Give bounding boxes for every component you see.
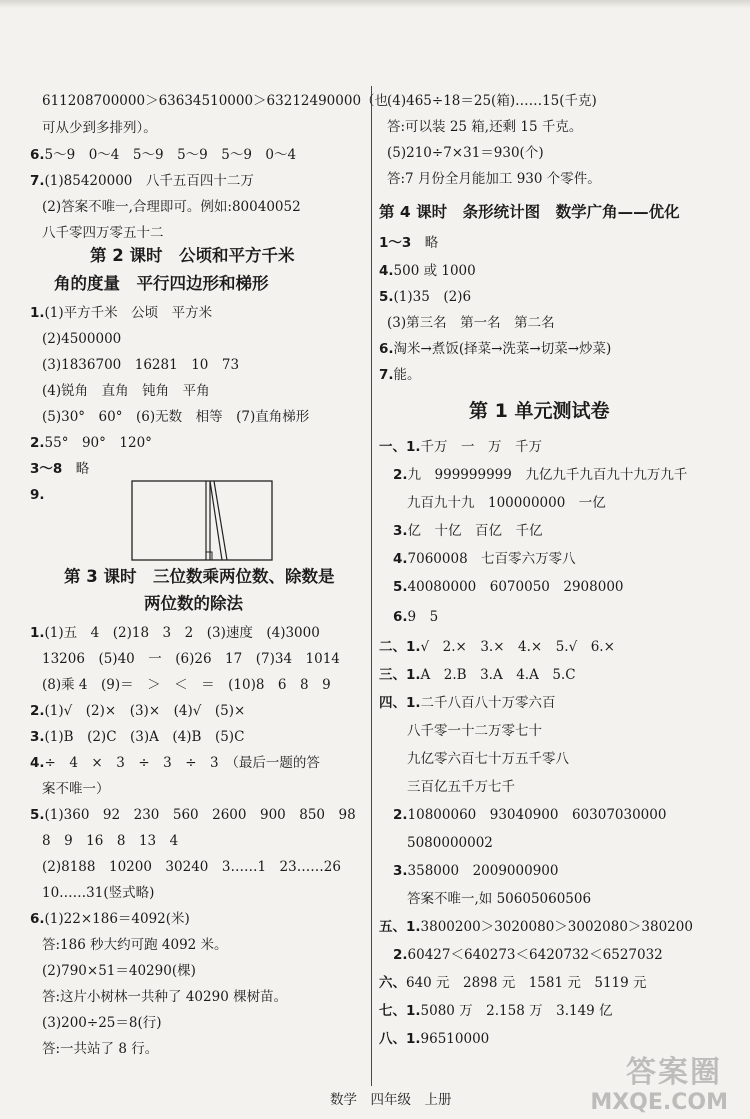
- section-heading: 第 3 课时 三位数乘两位数、除数是: [64, 567, 335, 586]
- answer-text: 亿 十亿 百亿 千亿: [407, 523, 543, 539]
- answer-text: 5080 万 2.158 万 3.149 亿: [420, 1003, 613, 1019]
- unit-test-heading: 第 1 单元测试卷: [469, 400, 610, 422]
- answer-line: [30, 728, 244, 746]
- section-heading: 两位数的除法: [144, 594, 243, 613]
- answer-line: [30, 702, 245, 720]
- answer-text: 3800200＞3020080＞3002080＞380200: [420, 919, 693, 935]
- answer-line: [30, 624, 320, 642]
- answer-line: 可从少到多排列）。: [42, 120, 157, 136]
- item-number: 五、1.: [379, 919, 421, 935]
- item-number: 7.: [379, 367, 394, 383]
- watermark-logo: 答案圈: [626, 1055, 722, 1090]
- answer-line: [379, 694, 556, 712]
- answer-line: [379, 262, 476, 280]
- answer-line: (5)30° 60° (6)无数 相等 (7)直角梯形: [42, 409, 310, 425]
- item-number: 6.: [30, 147, 45, 163]
- answer-text: 40080000 6070050 2908000: [407, 579, 624, 595]
- answer-line: [30, 486, 45, 504]
- item-number: 3.: [393, 523, 408, 539]
- item-number: 七、1.: [379, 1003, 421, 1019]
- answer-text: (1)22×186＝4092(米): [44, 911, 190, 927]
- answer-line: 案不唯一）: [42, 781, 110, 797]
- answer-line: [393, 466, 687, 484]
- answer-line: 8 9 16 8 13 4: [42, 833, 179, 849]
- item-number: 八、1.: [379, 1031, 421, 1047]
- item-number: 4.: [379, 263, 394, 279]
- answer-text: 10800060 93040900 60307030000: [407, 807, 667, 823]
- answer-line: 八千零一十二万零七十: [407, 723, 542, 739]
- answer-line: (2)790×51＝40290(棵): [42, 963, 196, 979]
- answer-line: [393, 578, 624, 596]
- item-number: 六、: [379, 975, 406, 991]
- answer-text: 淘米→煮饭(择菜→洗菜→切菜→炒菜): [393, 341, 612, 357]
- answer-text: (1)85420000 八千五百四十二万: [44, 173, 254, 189]
- item-number: 四、1.: [379, 695, 421, 711]
- answer-line: (3)1836700 16281 10 73: [42, 357, 240, 373]
- answer-line: 5080000002: [407, 835, 493, 851]
- answer-line: [379, 366, 421, 384]
- answer-text: 96510000: [420, 1031, 490, 1047]
- answer-line: [30, 910, 190, 928]
- answer-line: 答案不唯一,如 50605060506: [407, 891, 592, 907]
- answer-line: 答:一共站了 8 行。: [42, 1041, 159, 1057]
- answer-line: 八千零四万零五十二: [42, 225, 164, 241]
- item-number: 2.: [393, 947, 408, 963]
- answer-line: [379, 438, 542, 456]
- answer-line: [379, 1030, 489, 1048]
- answer-text: 55° 90° 120°: [44, 435, 152, 451]
- item-number: 二、1.: [379, 639, 421, 655]
- item-number: 5.: [30, 807, 45, 823]
- answer-line: [379, 918, 693, 936]
- answer-line: [379, 288, 471, 306]
- answer-line: 答:这片小树林一共种了 40290 棵树苗。: [42, 989, 288, 1005]
- answer-text: 9 5: [407, 609, 439, 625]
- answer-line: [393, 550, 576, 568]
- section-heading: 第 4 课时 条形统计图 数学广角——优化: [379, 203, 680, 221]
- answer-text: (1)360 92 230 560 2600 900 850 98: [44, 807, 356, 823]
- item-number: 2.: [393, 807, 408, 823]
- item-number: 6.: [379, 341, 394, 357]
- answer-text: (1)35 (2)6: [393, 289, 472, 305]
- item-number: 6.: [393, 609, 408, 625]
- answer-line: (4)锐角 直角 钝角 平角: [42, 383, 210, 399]
- answer-text: (1)平方千米 公顷 平方米: [44, 305, 213, 321]
- answer-line: 九百九十九 100000000 一亿: [407, 495, 606, 511]
- answer-text: 640 元 2898 元 1581 元 5119 元: [406, 975, 647, 991]
- answer-line: (2)4500000: [42, 331, 122, 347]
- section-heading: 第 2 课时 公顷和平方千米: [90, 246, 295, 265]
- item-number: 5.: [393, 579, 408, 595]
- page-top-shadow: [0, 0, 750, 8]
- answer-text: 略: [62, 461, 90, 477]
- answer-line: [30, 806, 356, 824]
- answer-text: ÷ 4 × 3 ÷ 3 ÷ 3 （最后一题的答: [44, 755, 320, 771]
- answer-text: (1)√ (2)× (3)× (4)√ (5)×: [44, 703, 246, 719]
- answer-text: 5～9 0～4 5～9 5～9 5～9 0～4: [44, 147, 297, 163]
- answer-line: [30, 172, 254, 190]
- column-divider: [371, 86, 372, 1086]
- item-number: 4.: [393, 551, 408, 567]
- answer-line: [379, 974, 647, 992]
- answer-line: (3)200÷25＝8(行): [42, 1015, 162, 1031]
- answer-line: 九亿零六百七十万五千零八: [407, 751, 569, 767]
- watermark-url: MXQE.COM: [590, 1090, 728, 1115]
- answer-text: 60427＜640273＜6420732＜6527032: [407, 947, 663, 963]
- answer-line: [393, 862, 558, 880]
- answer-line: (3)第三名 第一名 第二名: [387, 315, 555, 331]
- answer-line: [30, 304, 212, 322]
- answer-line: [379, 1002, 613, 1020]
- item-number: 6.: [30, 911, 45, 927]
- answer-line: (8)乘 4 (9)＝ ＞ ＜ ＝ (10)8 6 8 9: [42, 677, 331, 693]
- item-number: 1.: [30, 625, 45, 641]
- item-number: 5.: [379, 289, 394, 305]
- answer-line: (2)8188 10200 30240 3……1 23……26: [42, 859, 341, 875]
- answer-line: [393, 806, 666, 824]
- answer-line: 答:7 月份全月能加工 930 个零件。: [387, 171, 601, 187]
- answer-text: √ 2.× 3.× 4.× 5.√ 6.×: [420, 639, 615, 655]
- answer-text: 二千八百八十万零六百: [420, 695, 556, 711]
- item-number: 3.: [30, 729, 45, 745]
- answer-line: 答:可以装 25 箱,还剩 15 千克。: [387, 119, 583, 135]
- answer-line: [393, 522, 543, 540]
- answer-line: 三百亿五千万七千: [407, 779, 515, 795]
- answer-line: [393, 946, 663, 964]
- item-number: 4.: [30, 755, 45, 771]
- answer-text: 九 999999999 九亿九千九百九十九万九千: [407, 467, 688, 483]
- answer-text: (1)五 4 (2)18 3 2 (3)速度 (4)3000: [44, 625, 320, 641]
- answer-line: (2)答案不唯一,合理即可。例如:80040052: [42, 199, 301, 215]
- item-number: 一、1.: [379, 439, 421, 455]
- answer-text: 能。: [393, 367, 421, 383]
- item-number: 2.: [393, 467, 408, 483]
- item-number: 1～3: [379, 235, 412, 251]
- answer-line: 答:186 秒大约可跑 4092 米。: [42, 937, 228, 953]
- item-number: 2.: [30, 435, 45, 451]
- answer-line: [30, 460, 89, 478]
- answer-line: [379, 638, 615, 656]
- answer-line: [379, 340, 611, 358]
- section-heading: 角的度量 平行四边形和梯形: [54, 274, 269, 293]
- answer-text: A 2.B 3.A 4.A 5.C: [420, 667, 576, 683]
- answer-line: [393, 608, 438, 626]
- answer-text: 千万 一 万 千万: [420, 439, 543, 455]
- answer-line: [30, 434, 152, 452]
- item-number: 2.: [30, 703, 45, 719]
- answer-line: 611208700000＞63634510000＞63212490000（也: [42, 93, 389, 109]
- answer-line: [30, 754, 320, 772]
- answer-text: 358000 2009000900: [407, 863, 559, 879]
- answer-text: 略: [411, 235, 439, 251]
- answer-line: [379, 666, 576, 684]
- answer-text: 7060008 七百零六万零八: [407, 551, 576, 567]
- item-number: 三、1.: [379, 667, 421, 683]
- item-number: 9.: [30, 487, 45, 503]
- item-number: 1.: [30, 305, 45, 321]
- answer-line: 10……31(竖式略): [42, 885, 155, 901]
- answer-line: (4)465÷18＝25(箱)……15(千克): [387, 93, 597, 109]
- item-number: 7.: [30, 173, 45, 189]
- answer-line: [379, 234, 438, 252]
- answer-line: [30, 146, 296, 164]
- answer-text: 500 或 1000: [393, 263, 476, 279]
- item-number: 3～8: [30, 461, 63, 477]
- answer-line: 13206 (5)40 一 (6)26 17 (7)34 1014: [42, 651, 340, 667]
- page-footer: 数学 四年级 上册: [330, 1092, 452, 1108]
- parallelogram-trapezoid-figure: [130, 480, 280, 562]
- answer-line: (5)210÷7×31＝930(个): [387, 145, 544, 161]
- answer-text: (1)B (2)C (3)A (4)B (5)C: [44, 729, 245, 745]
- item-number: 3.: [393, 863, 408, 879]
